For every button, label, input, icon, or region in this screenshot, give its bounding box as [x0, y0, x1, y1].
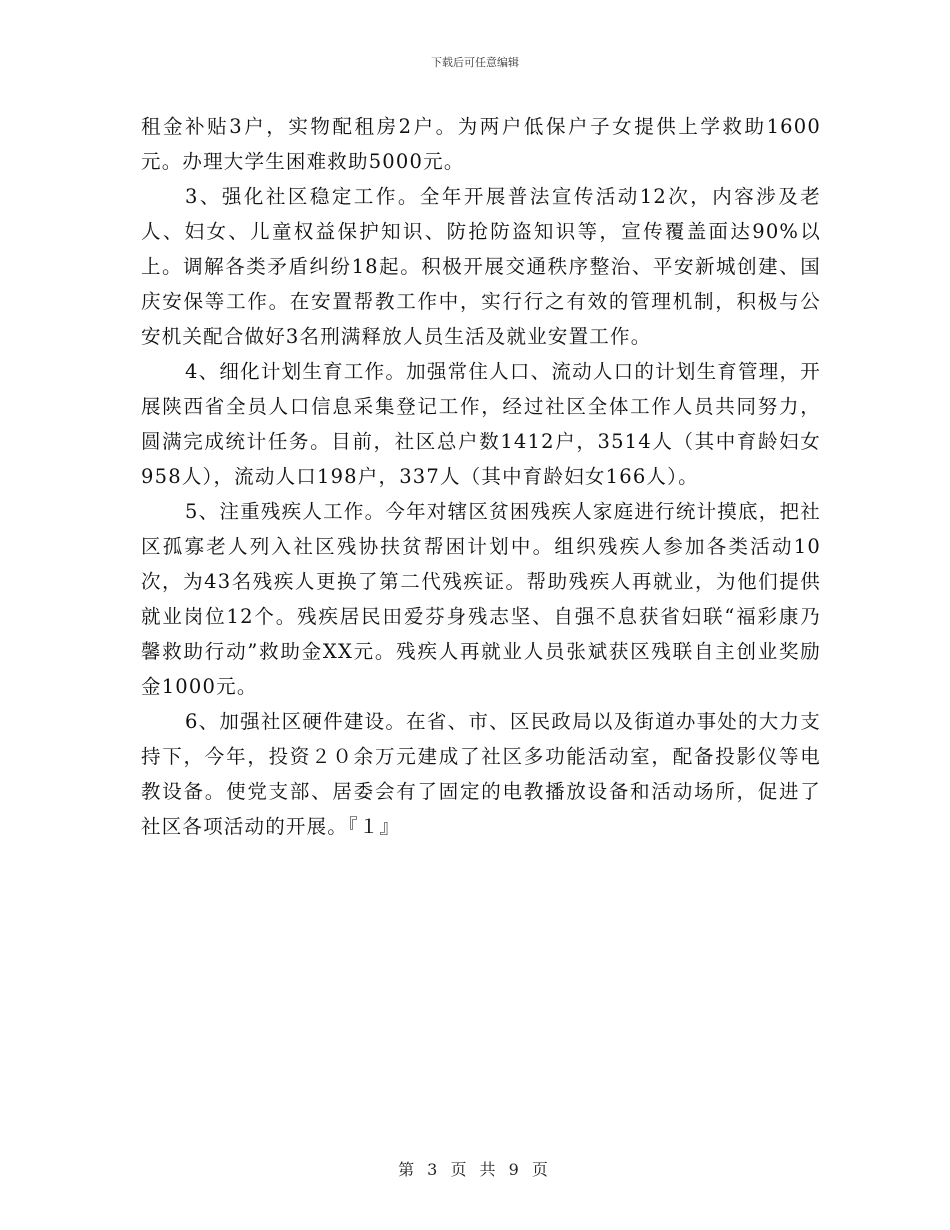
- page-header-note: 下载后可任意编辑: [431, 56, 519, 69]
- document-body: [141, 109, 821, 844]
- paragraph-disabled-persons: 5、注重残疾人工作。今年对辖区贫困残疾人家庭进行统计摸底，把社区孤寡老人列入社区残协扶贫帮困计划中。组织残疾人参加各类活动10次，为43名残疾人更换了第二代残疾证。帮助残疾人再就业，为他们提供就业岗位12个。残疾居民田爱芬身残志坚、自强不息获省妇联“福彩康乃馨救助行动”救助金XX元。残疾人再就业人员张斌获区残联自主创业奖励金1000元。: [141, 500, 821, 698]
- paragraph-community-stability: 3、强化社区稳定工作。全年开展普法宣传活动12次，内容涉及老人、妇女、儿童权益保护知识、防抢防盗知识等，宣传覆盖面达90%以上。调解各类矛盾纠纷18起。积极开展交通秩序整治、平安新城创建、国庆安保等工作。在安置帮教工作中，实行行之有效的管理机制，积极与公安机关配合做好3名刑满释放人员生活及就业安置工作。: [141, 185, 821, 348]
- paragraph-hardware-construction: 6、加强社区硬件建设。在省、市、区民政局以及街道办事处的大力支持下，今年，投资２０余万元建成了社区多功能活动室，配备投影仪等电教设备。使党支部、居委会有了固定的电教播放设备和活动场所，促进了社区各项活动的开展。『１』: [141, 710, 821, 838]
- page-number-footer: 第 3 页 共 9 页: [398, 1160, 552, 1179]
- paragraph-continuation: 租金补贴3户，实物配租房2户。为两户低保户子女提供上学救助1600元。办理大学生困难救助5000元。: [141, 115, 821, 173]
- paragraph-family-planning: 4、细化计划生育工作。加强常住人口、流动人口的计划生育管理，开展陕西省全员人口信息采集登记工作，经过社区全体工作人员共同努力，圆满完成统计任务。目前，社区总户数1412户，3514人（其中育龄妇女958人），流动人口198户，337人（其中育龄妇女166人）。: [141, 360, 821, 488]
